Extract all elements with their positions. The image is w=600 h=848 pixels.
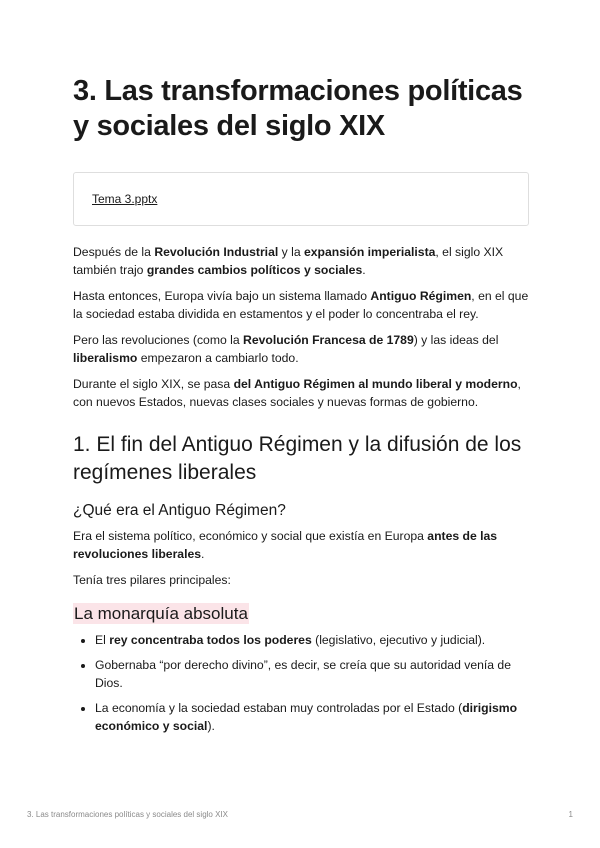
list-item — [95, 656, 529, 692]
bold-text: rey concentraba todos los poderes — [109, 633, 312, 647]
text-run: . — [201, 547, 205, 561]
text-run: Gobernaba “por derecho divino”, es decir, se creía que su autoridad venía de Dios. — [95, 658, 511, 690]
attachment-card[interactable] — [73, 172, 529, 226]
list-item — [95, 631, 529, 649]
bold-text: del Antiguo Régimen al mundo liberal y moderno — [233, 377, 518, 391]
bold-text: dirigismo económico y social — [95, 701, 518, 733]
bold-text: Revolución Francesa de 1789 — [243, 333, 414, 347]
list-item — [95, 699, 529, 735]
bold-text: Antiguo Régimen — [370, 289, 472, 303]
text-run: , el siglo XIX también trajo — [73, 245, 504, 277]
page-number: 1 — [568, 810, 573, 819]
document-page — [73, 74, 529, 742]
page-title: 3. Las transformaciones políticas y sociales del siglo XIX — [73, 75, 523, 142]
bold-text: Revolución Industrial — [154, 245, 279, 259]
text-run: y la — [278, 245, 304, 259]
text-run: empezaron a cambiarlo todo. — [137, 351, 299, 365]
intro-paragraph — [73, 243, 529, 279]
intro-section — [73, 243, 529, 411]
bold-text: grandes cambios políticos y sociales — [146, 263, 363, 277]
bold-text: liberalismo — [73, 351, 138, 365]
text-run: ). — [207, 719, 215, 733]
text-run: El — [95, 633, 110, 647]
intro-paragraph — [73, 287, 529, 323]
text-run: Hasta entonces, Europa vivía bajo un sistema llamado — [73, 289, 371, 303]
bold-text: expansión imperialista — [304, 245, 436, 259]
text-run: Durante el siglo XIX, se pasa — [73, 377, 234, 391]
text-run: Pero las revoluciones (como la — [73, 333, 244, 347]
text-run: (legislativo, ejecutivo y judicial). — [311, 633, 486, 647]
text-run: . — [362, 263, 366, 277]
section-subheading: ¿Qué era el Antiguo Régimen? — [73, 502, 286, 519]
attachment-link[interactable]: Tema 3.pptx — [92, 192, 158, 206]
footer-title: 3. Las transformaciones políticas y sociales del siglo XIX — [27, 810, 228, 819]
section-heading: 1. El fin del Antiguo Régimen y la difusión de los regímenes liberales — [73, 433, 522, 484]
bold-text: antes de las revoluciones liberales — [73, 529, 498, 561]
text-run: , en el que la sociedad estaba dividida en estamentos y el poder lo concentraba el rey. — [73, 289, 529, 321]
body-paragraph — [73, 571, 529, 589]
text-run: Tenía tres pilares principales: — [73, 573, 231, 587]
text-run: Era el sistema político, económico y social que existía en Europa — [73, 529, 428, 543]
body-paragraph — [73, 527, 529, 563]
page-footer — [27, 810, 573, 819]
text-run: La economía y la sociedad estaban muy controladas por el Estado ( — [95, 701, 463, 715]
pillar-heading-text: La monarquía absoluta — [74, 604, 248, 623]
pillar-list — [73, 631, 529, 735]
text-run: ) y las ideas del — [413, 333, 499, 347]
intro-paragraph — [73, 375, 529, 411]
intro-paragraph — [73, 331, 529, 367]
text-run: Después de la — [73, 245, 155, 259]
text-run: , con nuevos Estados, nuevas clases sociales y nuevas formas de gobierno. — [73, 377, 521, 409]
pillar-heading — [73, 603, 529, 625]
